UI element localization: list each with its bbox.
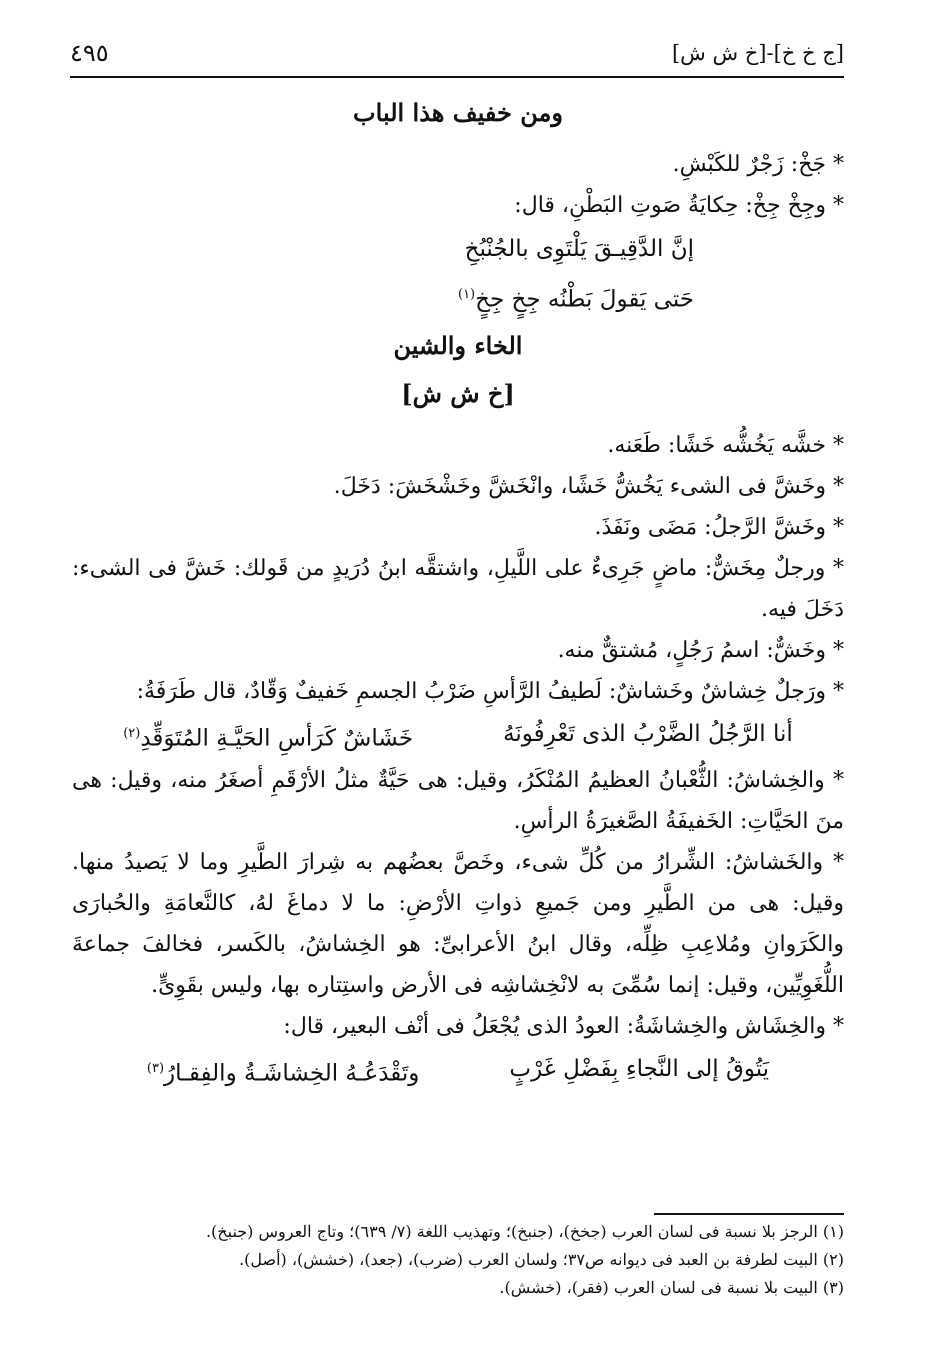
entry-paragraph: * ورَجلٌ خِشاشٌ وخَشاشٌ: لَطيفُ الرَّأسِ ضَرْبُ الجسمِ خَفيفٌ وَقّادٌ، قال طَرَفَةُ: [136,678,844,704]
page-body [72,90,844,1096]
entry-paragraph: * وخَشَّ الرَّجلُ: مَضَى ونَفَذَ. [594,514,844,540]
verse-text: إنَّ الدَّقِيـقَ يَلْتَوِى بالجُنْبُخِ [464,236,694,262]
verse-couplet [72,712,844,761]
footnote: (٣) البيت بلا نسبة فى لسان العرب (فقر)، (خشش). [499,1278,844,1297]
entry-paragraph: * وخَشَّ فى الشىء يَخُشُّ خَشًا، وانْخَشَّ وخَشْخَشَ: دَخَلَ. [333,473,844,499]
footnote: (٢) البيت لطرفة بن العبد فى ديوانه ص٣٧؛ ولسان العرب (ضرب)، (جعد)، (خشش)، (أصل). [239,1250,844,1269]
entry-paragraph: * خشَّه يَخُشُّه خَشًا: طَعَنه. [607,432,844,458]
section-title: ومن خفيف هذا الباب [353,98,563,127]
hemistich-text: وتَقْدَعُـهُ الخِشاشَـةُ والفِقـارُ [164,1060,420,1087]
hemistich-text: خَشَاشٌ كَرَأسِ الحَيَّـةِ المُتَوَقِّدِ [140,725,414,752]
footnote-marker: (١) [457,287,476,302]
entry-paragraph: * والخِشَاش والخِشاشَةُ: العودُ الذى يُجْعَلُ فى أنْف البعير، قال: [283,1014,844,1040]
entry-paragraph: * وجِخْ جِخْ: حِكايَةُ صَوتِ البَطْنِ، قال: [514,193,844,218]
section-title: الخاء والشين [393,330,523,360]
entry-paragraph: * والخِشاشُ: الثُّعْبانُ العظيمُ المُنْكَرُ، وقيل: هى حَيَّةٌ مثلُ الأرْقَمِ أصغَرُ منه، وقيل: هى منَ الحَيَّاتِ: الخَفيفَةُ الصَّغيرَةُ الرأسِ. [72,768,844,835]
entry-paragraph: * ورجلٌ مِخَشٌّ: ماضٍ جَرِىءٌ على اللَّيلِ، واشتقَّه ابنُ دُرَيدٍ من قَولك: خَشَّ فى الشىء: دَخَلَ فيه. [72,555,844,622]
second-hemistich [123,712,413,761]
second-hemistich [147,1047,420,1096]
first-hemistich: أنا الرَّجُلُ الضَّرْبُ الذى تَعْرِفُونَهُ [503,720,793,747]
verse-line [72,272,694,323]
verse-block [72,226,844,323]
footnote-marker: (٢) [123,725,141,741]
section-title: [خ ش ش] [401,378,515,408]
entry-paragraph: * وخَشٌّ: اسمُ رَجُلٍ، مُشتقٌّ منه. [557,637,844,663]
first-hemistich: يَتُوقُ إلى النَّجاءِ بِفَضْلِ غَرْبٍ [509,1056,770,1083]
entry-paragraph: * والخَشاشُ: الشِّرارُ من كُلِّ شىء، وخَصَّ بعضُهم به شِرارَ الطَّيرِ وما لا يَصيدُ منها. وقيل: هى من الطَّيرِ ومن جَميعِ ذواتِ الأرْضِ: ما لا دماغَ لهُ، كالنَّعامَةِ والحُبارَى والكَرَوانِ ومُلاعِبِ ظِلِّه، وقال ابنُ الأعرابىِّ: هو الخِشاشُ، بالكَسر، فخالفَ جماعةَ اللُّغَوِيِّين، وقيل: إنما سُمِّىَ به لانْخِشاشِه فى الأرض واستِتاره بها، وليس بقَوِىٍّ. [72,850,844,999]
footnote: (١) الرجز بلا نسبة فى لسان العرب (جخخ)، (جنبخ)؛ وتهذيب اللغة (٧/ ٦٣٩)؛ وتاج العروس (جنبخ). [205,1222,844,1241]
footnote-divider [654,1213,844,1215]
page-header [70,30,844,78]
root-bracket: [ج خ خ]-[خ ش ش] [671,41,844,65]
entry-paragraph: * جَخْ: زَجْرٌ للكَبْشِ. [672,152,844,177]
footnote-marker: (٣) [146,1061,165,1077]
page-number: ٤٩٥ [70,39,109,67]
verse-line [72,226,694,272]
verse-couplet [72,1047,844,1096]
footnotes [72,1218,844,1302]
verse-text: حَتى يَقولَ بَطْنُه جِخٍ جِخٍ [475,286,694,313]
